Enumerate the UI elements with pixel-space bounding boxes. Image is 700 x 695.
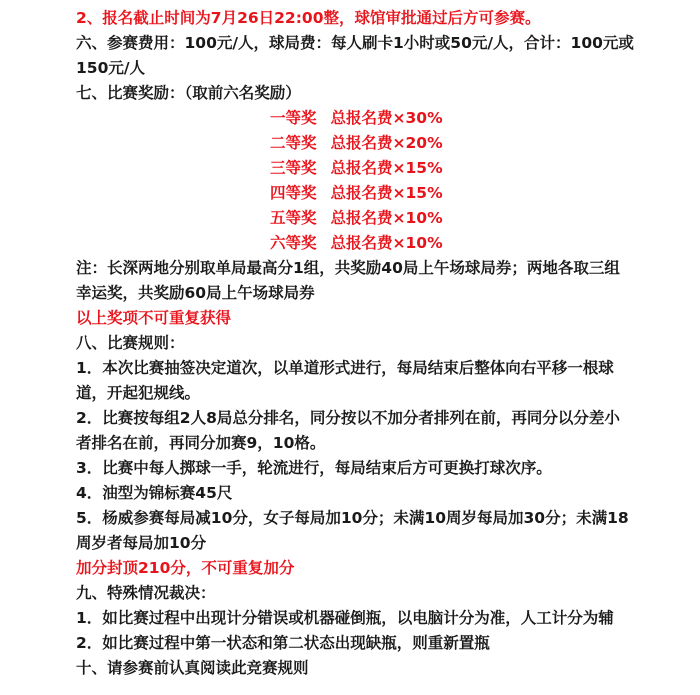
rule-item: 4．油型为锦标赛45尺	[76, 484, 233, 502]
special-item: 2．如比赛过程中第一状态和第二状态出现缺瓶，则重新置瓶	[76, 634, 490, 652]
rule-item: 2．比赛按每组2人8局总分排名，同分按以不加分者排列在前，再同分以分差小	[76, 409, 620, 427]
rule-item-continued: 道，开起犯规线。	[76, 384, 201, 402]
prize-amount: 总报名费×15%	[330, 184, 443, 202]
prize-row	[76, 206, 636, 231]
awards-heading: 七、比赛奖励：（取前六名奖励）	[76, 84, 301, 102]
prize-row	[76, 156, 636, 181]
prize-row	[76, 231, 636, 256]
bonus-cap-notice: 加分封顶210分，不可重复加分	[76, 559, 295, 577]
rule-item-continued: 周岁者每局加10分	[76, 534, 207, 552]
prize-rank: 六等奖	[270, 234, 317, 252]
special-item: 1．如比赛过程中出现计分错误或机器碰倒瓶，以电脑计分为准，人工计分为辅	[76, 609, 614, 627]
prize-amount: 总报名费×30%	[330, 109, 443, 127]
prize-rank: 三等奖	[270, 159, 317, 177]
prize-rank: 一等奖	[270, 109, 317, 127]
special-heading: 九、特殊情况裁决：	[76, 584, 216, 602]
fee-line-continued: 150元/人	[76, 59, 146, 77]
rule-item: 5．杨威参赛每局减10分，女子每局加10分；未满10周岁每局加30分；未满18	[76, 509, 629, 527]
rule-item-continued: 者排名在前，再同分加赛9，10格。	[76, 434, 326, 452]
prize-rank: 二等奖	[270, 134, 317, 152]
prize-amount: 总报名费×10%	[330, 234, 443, 252]
prize-amount: 总报名费×10%	[330, 209, 443, 227]
prize-row	[76, 181, 636, 206]
fee-line: 六、参赛费用：100元/人，球局费：每人刷卡1小时或50元/人，合计：100元或	[76, 34, 634, 52]
note-line-continued: 幸运奖，共奖励60局上午场球局券	[76, 284, 315, 302]
prize-rank: 四等奖	[270, 184, 317, 202]
note-line: 注：长深两地分别取单局最高分1组，共奖励40局上午场球局券；两地各取三组	[76, 259, 620, 277]
rules-heading: 八、比赛规则：	[76, 334, 185, 352]
rule-item: 3．比赛中每人掷球一手，轮流进行，每局结束后方可更换打球次序。	[76, 459, 552, 477]
prize-row	[76, 131, 636, 156]
final-heading: 十、请参赛前认真阅读此竞赛规则	[76, 659, 309, 677]
prize-row	[76, 106, 636, 131]
deadline-line: 2、报名截止时间为7月26日22:00整，球馆审批通过后方可参赛。	[76, 9, 541, 27]
prize-amount: 总报名费×20%	[330, 134, 443, 152]
no-repeat-notice: 以上奖项不可重复获得	[76, 309, 232, 327]
prize-amount: 总报名费×15%	[330, 159, 443, 177]
rules-document	[76, 6, 636, 681]
rule-item: 1．本次比赛抽签决定道次，以单道形式进行，每局结束后整体向右平移一根球	[76, 359, 614, 377]
prize-rank: 五等奖	[270, 209, 317, 227]
